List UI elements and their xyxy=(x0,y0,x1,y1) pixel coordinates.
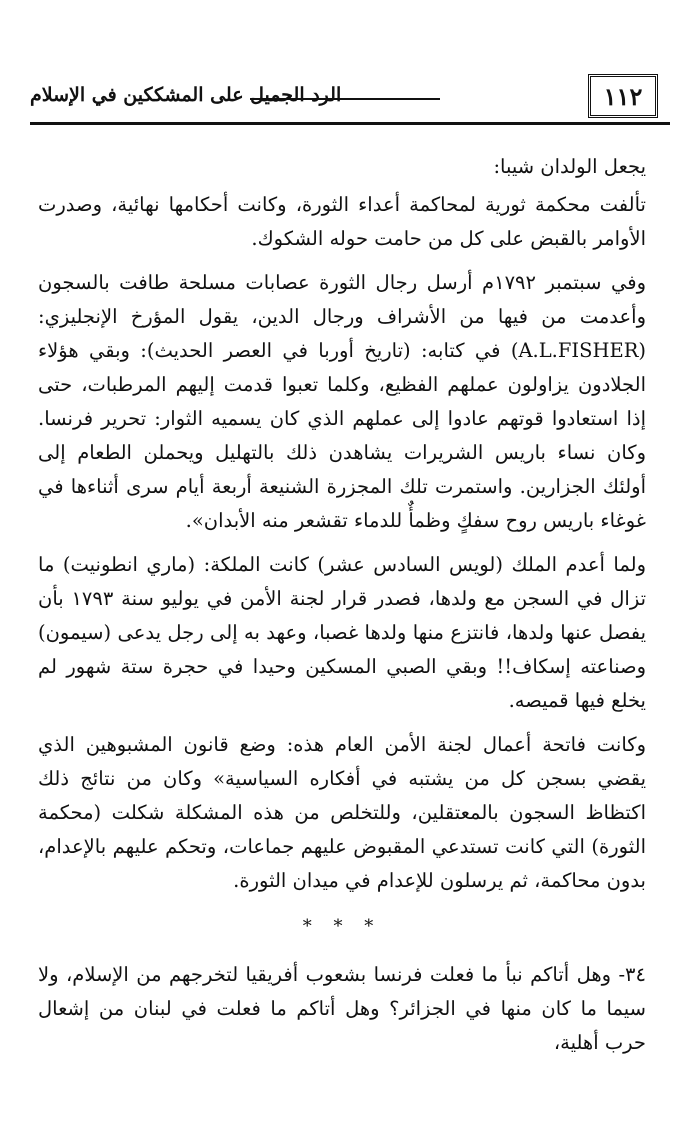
page-body xyxy=(38,150,646,1064)
page-number-box xyxy=(588,74,658,118)
header-rule xyxy=(30,122,670,125)
paragraph-item-34: ٣٤- وهل أتاكم نبأ ما فعلت فرنسا بشعوب أفريقيا لتخرجهم من الإسلام، ولا سيما ما كان منها في الجزائر؟ وهل أتاكم ما فعلت في لبنان من إشعال حرب أهلية، xyxy=(38,963,646,1054)
paragraph-september: وفي سبتمبر ١٧٩٢م أرسل رجال الثورة عصابات مسلحة طافت بالسجون وأعدمت من فيها من الأشراف ورجال الدين، يقول المؤرخ الإنجليزي: (A.L.FISHER) في كتابه: (تاريخ أوربا في العصر الحديث): وبقي هؤلاء الجلادون يزاولون عملهم الفظيع، وكلما تعبوا قدمت إليهم المرطبات، حتى إذا استعادوا قوتهم عادوا إلى عملهم الذي كان يسميه الثوار: تحرير فرنسا. وكان نساء باريس الشريرات يشاهدن ذلك بالتهليل ويحملن الطعام إلى أولئك الجزارين. واستمرت تلك المجزرة الشنيعة أربعة أيام سرى أثناءها في غوغاء باريس روح سفكٍ وظمأٌ للدماء تقشعر منه الأبدان». xyxy=(38,271,646,532)
paragraph-tribunal: تألفت محكمة ثورية لمحاكمة أعداء الثورة، وكانت أحكامها نهائية، وصدرت الأوامر بالقبض على كل من حامت حوله الشكوك. xyxy=(38,193,646,250)
page-header xyxy=(30,74,670,124)
page-number: ١١٢ xyxy=(603,81,643,111)
running-title: الرد الجميل على المشككين في الإسلام xyxy=(30,84,342,106)
paragraph-king: ولما أعدم الملك (لويس السادس عشر) كانت الملكة: (ماري انطونيت) ما تزال في السجن مع ولدها، فصدر قرار لجنة الأمن في يوليو سنة ١٧٩٣ بأن يفصل عنها ولدها، فانتزع منها ولدها غصبا، وعهد به إلى رجل يدعى (سيمون) وصناعته إسكاف!! وبقي الصبي المسكين وحيدا في حجرة ستة شهور لم يخلع فيها قميصه. xyxy=(38,553,647,712)
section-separator: * * * xyxy=(302,916,382,937)
paragraph-intro: يجعل الولدان شيبا: xyxy=(493,155,646,178)
paragraph-committee: وكانت فاتحة أعمال لجنة الأمن العام هذه: وضع قانون المشبوهين الذي يقضي بسجن كل من يشتبه في أفكاره السياسية» وكان من نتائج ذلك اكتظاظ السجون بالمعتقلين، وللتخلص من هذه المشكلة شكلت (محكمة الثورة) التي كانت تستدعي المقبوض عليهم جماعات، وتحكم عليهم بالإعدام، بدون محاكمة، ثم يرسلون للإعدام في ميدان الثورة. xyxy=(38,733,646,892)
